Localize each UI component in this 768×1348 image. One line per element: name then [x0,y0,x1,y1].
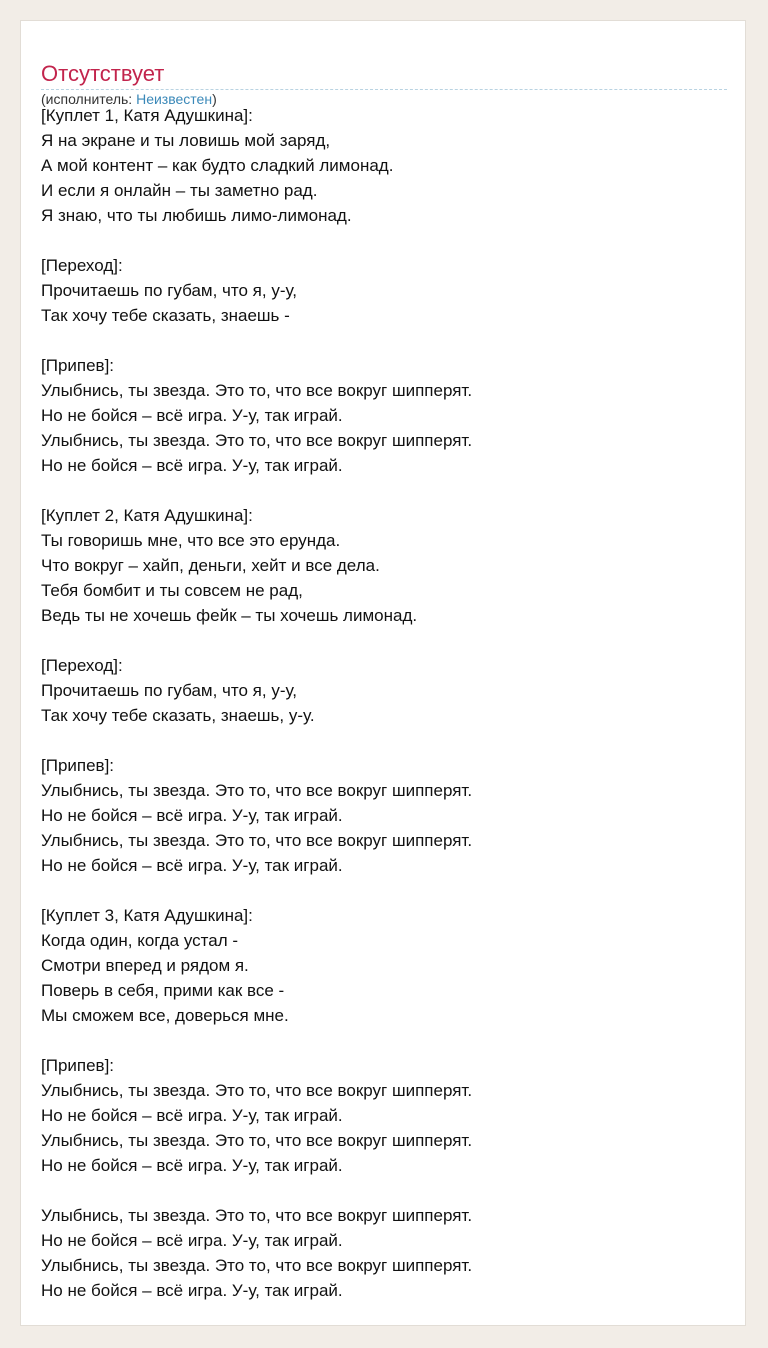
lyric-line: [Припев]: [41,356,115,375]
lyrics-stanza [41,103,727,228]
header-divider [41,89,727,90]
lyric-line: А мой контент – как будто сладкий лимонад. [41,156,394,175]
lyrics-stanza [41,353,727,478]
lyric-line: Улыбнись, ты звезда. Это то, что все вокруг шипперят. [41,1256,473,1275]
lyric-line: Ты говоришь мне, что все это ерунда. [41,531,341,550]
lyric-line: [Куплет 2, Катя Адушкина]: [41,506,253,525]
lyric-line: Но не бойся – всё игра. У-у, так играй. [41,1106,343,1125]
lyric-line: Но не бойся – всё игра. У-у, так играй. [41,1156,343,1175]
lyric-line: Но не бойся – всё игра. У-у, так играй. [41,406,343,425]
artist-link[interactable]: Неизвестен [136,91,213,107]
lyric-line: Но не бойся – всё игра. У-у, так играй. [41,806,343,825]
lyrics-stanza [41,753,727,878]
lyric-line: Когда один, когда устал - [41,931,239,950]
lyric-line: Улыбнись, ты звезда. Это то, что все вокруг шипперят. [41,781,473,800]
lyrics-body [41,103,727,1328]
lyric-line: Я знаю, что ты любишь лимо-лимонад. [41,206,352,225]
lyric-line: Что вокруг – хайп, деньги, хейт и все дела. [41,556,380,575]
lyric-line: Но не бойся – всё игра. У-у, так играй. [41,1281,343,1300]
lyric-line: Прочитаешь по губам, что я, у-у, [41,281,298,300]
lyrics-stanza [41,903,727,1028]
lyric-line: Но не бойся – всё игра. У-у, так играй. [41,856,343,875]
lyric-line: Улыбнись, ты звезда. Это то, что все вокруг шипперят. [41,1206,473,1225]
lyric-line: Улыбнись, ты звезда. Это то, что все вокруг шипперят. [41,381,473,400]
lyric-line: Тебя бомбит и ты совсем не рад, [41,581,303,600]
lyric-line: Мы сможем все, доверься мне. [41,1006,289,1025]
lyric-line: Ведь ты не хочешь фейк – ты хочешь лимонад. [41,606,418,625]
lyric-line: [Куплет 1, Катя Адушкина]: [41,106,253,125]
lyrics-stanza [41,1053,727,1178]
lyrics-stanza [41,653,727,728]
lyric-line: Но не бойся – всё игра. У-у, так играй. [41,456,343,475]
artist-suffix: ) [212,91,217,107]
lyric-line: И если я онлайн – ты заметно рад. [41,181,318,200]
lyric-line: Смотри вперед и рядом я. [41,956,249,975]
lyric-line: Улыбнись, ты звезда. Это то, что все вокруг шипперят. [41,431,473,450]
lyric-line: Улыбнись, ты звезда. Это то, что все вокруг шипперят. [41,831,473,850]
lyric-line: Я на экране и ты ловишь мой заряд, [41,131,331,150]
lyric-line: Поверь в себя, прими как все - [41,981,285,1000]
lyric-line: Прочитаешь по губам, что я, у-у, [41,681,298,700]
lyric-line: [Переход]: [41,656,123,675]
song-title: Отсутствует [41,61,165,86]
artist-prefix: (исполнитель: [41,91,137,107]
lyric-line: [Переход]: [41,256,123,275]
lyrics-card [20,20,746,1326]
lyric-line: [Припев]: [41,1056,115,1075]
lyric-line: [Куплет 3, Катя Адушкина]: [41,906,253,925]
lyrics-stanza [41,1203,727,1303]
lyrics-stanza [41,503,727,628]
lyric-line: Улыбнись, ты звезда. Это то, что все вокруг шипперят. [41,1081,473,1100]
lyric-line: [Припев]: [41,756,115,775]
lyrics-stanza [41,253,727,328]
lyric-line: Улыбнись, ты звезда. Это то, что все вокруг шипперят. [41,1131,473,1150]
lyric-line: Так хочу тебе сказать, знаешь - [41,306,290,325]
lyric-line: Но не бойся – всё игра. У-у, так играй. [41,1231,343,1250]
lyric-line: Так хочу тебе сказать, знаешь, у-у. [41,706,315,725]
